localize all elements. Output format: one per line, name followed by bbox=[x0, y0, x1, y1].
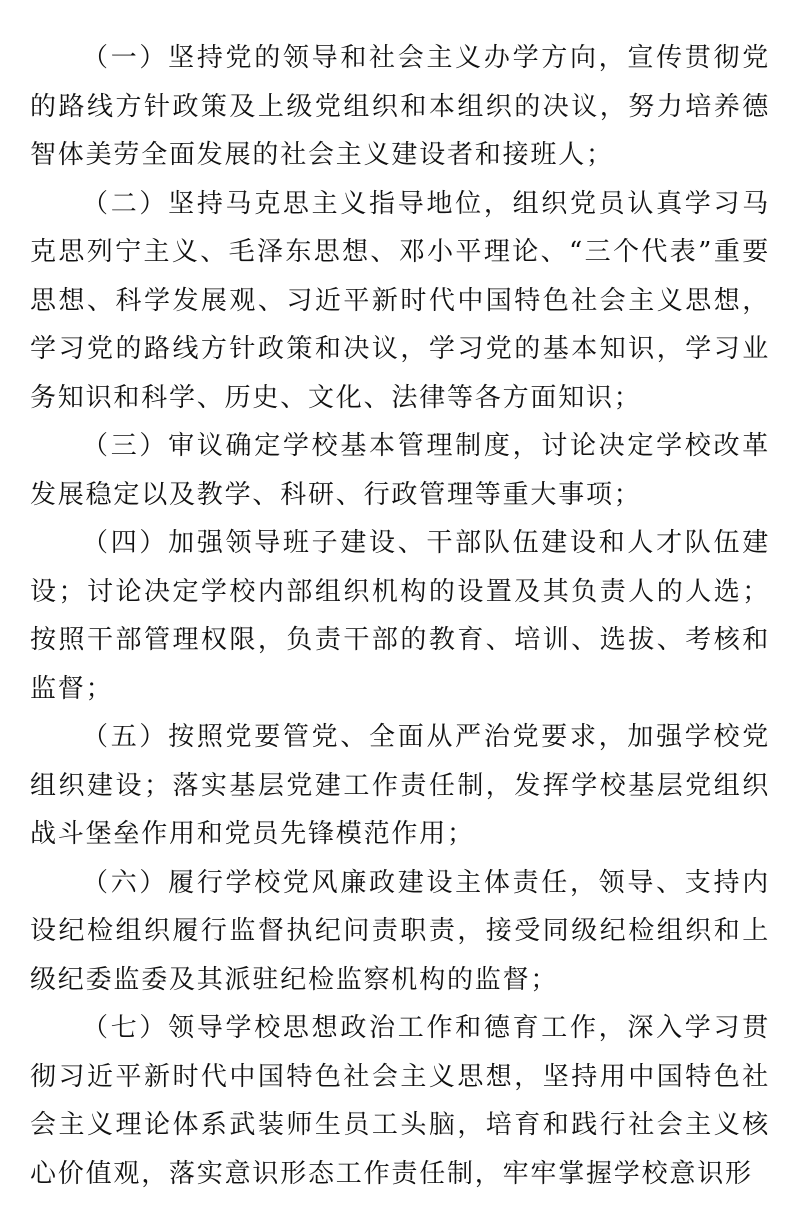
paragraph-2: （二）坚持马克思主义指导地位，组织党员认真学习马克思列宁主义、毛泽东思想、邓小平理论、“三个代表”重要思想、科学发展观、习近平新时代中国特色社会主义思想，学习党的路线方针政策和决议，学习党的基本知识，学习业务知识和科学、历史、文化、法律等各方面知识； bbox=[30, 188, 770, 413]
document-page bbox=[30, 34, 770, 1198]
paragraph-1: （一）坚持党的领导和社会主义办学方向，宣传贯彻党的路线方针政策及上级党组织和本组织的决议，努力培养德智体美劳全面发展的社会主义建设者和接班人； bbox=[30, 43, 770, 170]
paragraph-6: （六）履行学校党风廉政建设主体责任，领导、支持内设纪检组织履行监督执纪问责职责，接受同级纪检组织和上级纪委监委及其派驻纪检监察机构的监督； bbox=[30, 867, 770, 995]
paragraph-5: （五）按照党要管党、全面从严治党要求，加强学校党组织建设；落实基层党建工作责任制，发挥学校基层党组织战斗堡垒作用和党员先锋模范作用； bbox=[30, 722, 770, 849]
paragraph-3: （三）审议确定学校基本管理制度，讨论决定学校改革发展稳定以及教学、科研、行政管理等重大事项； bbox=[30, 431, 770, 510]
paragraph-7: （七）领导学校思想政治工作和德育工作，深入学习贯彻习近平新时代中国特色社会主义思想，坚持用中国特色社会主义理论体系武装师生员工头脑，培育和践行社会主义核心价值观，落实意识形态工作责任制，牢牢掌握学校意识形 bbox=[30, 1013, 770, 1189]
paragraph-4: （四）加强领导班子建设、干部队伍建设和人才队伍建设；讨论决定学校内部组织机构的设置及其负责人的人选；按照干部管理权限，负责干部的教育、培训、选拔、考核和监督； bbox=[30, 528, 770, 704]
